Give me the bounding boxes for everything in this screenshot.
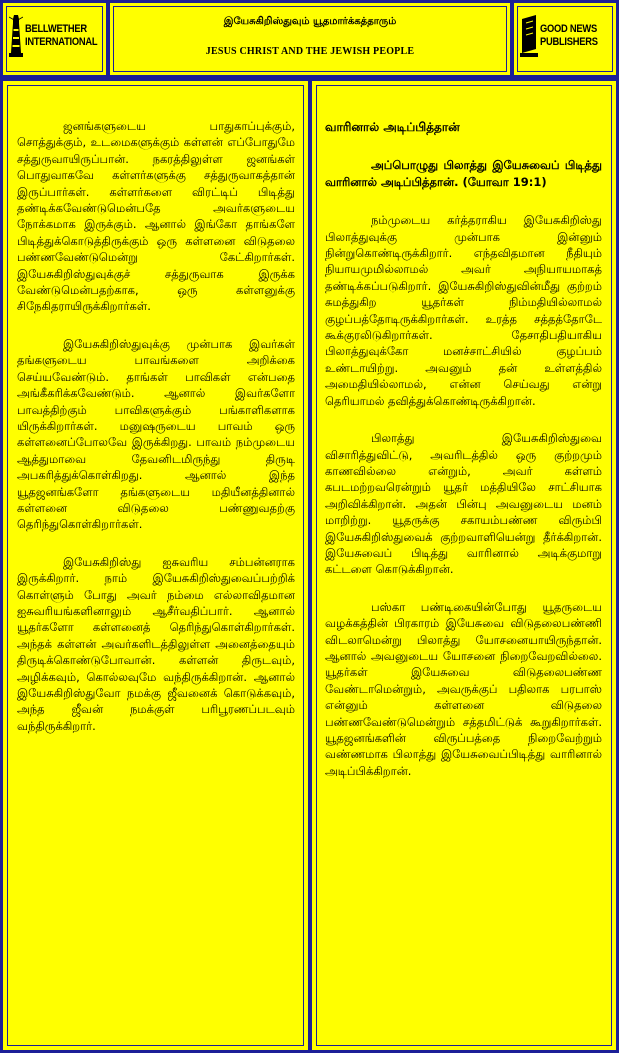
bellwether-logo — [9, 13, 110, 59]
title-frame — [113, 6, 507, 72]
good-news-logo-text — [540, 23, 598, 49]
book-icon — [520, 13, 538, 59]
good-news-line2: PUBLISHERS — [540, 36, 598, 48]
left-paragraph-1: ஜனங்களுடைய பாதுகாப்புக்கும், சொத்துக்கும், உடமைகளுக்கும் கள்ளன் எப்போதுமே சத்துருவாயிருப்பான். நகரத்திலுள்ள ஜனங்கள் பொதுவாகவே கள்ளர்களுக்கு சத்துருவாகத்தான் இருப்பார்கள். கள்ளர்களை விரட்டிப் பிடித்து தண்டிக்கவேண்டுமென்பதே அவர்களுடைய நோக்கமாக இருக்கும். ஆனால் இங்கோ தாங்களே பிடித்துக்கொடுத்திருக்கும் ஒரு கள்ளனை விடுதலை பண்ணவேண்டுமென்று கேட்கிறார்கள். இயேசுகிறிஸ்துவுக்குச் சத்துருவாக இருக்க வேண்டுமென்பதற்காக, ஒரு கள்ளனுக்கு சிநேகிதராயிருக்கிறார்கள். — [17, 119, 295, 314]
right-paragraph-2: பிலாத்து இயேசுகிறிஸ்துவை விசாரித்துவிட்டு, அவரிடத்தில் ஒரு குற்றமும் காணவில்லை என்றும், அவர் கள்ளம் கபடமற்றவரென்றும் யூதர் மத்தியிலே சாட்சியாக அறிவிக்கிறான். அதன் பின்பு அவனுடைய மனம் மாறிற்று. யூதருக்கு சகாயம்பண்ண விரும்பி இயேசுகிறிஸ்துவைக் குற்றவாளியென்று தீர்க்கிறான். இயேசுவைப் பிடித்து வாரினால் அடிக்குமாறு கட்டளை கொடுக்கிறான். — [325, 431, 602, 577]
tamil-title: இயேசுகிறிஸ்துவும் யூதமார்க்கத்தாரும் — [223, 16, 397, 27]
title-panel — [110, 3, 510, 75]
right-paragraph-3: பஸ்கா பண்டிகையின்போது யூதருடைய வழக்கத்தின் பிரகாரம் இயேசுவை விடுதலைபண்ணி விடலாமென்று பிலாத்து யோசனையாயிருந்தான். ஆனால் அவனுடைய யோசனை நிறைவேறவில்லை. யூதர்கள் இயேசுவை விடுதலைபண்ண வேண்டாமென்றும், அவருக்குப் பதிலாக பரபாஸ் என்னும் கள்ளனை விடுதலை பண்ணவேண்டுமென்றும் சத்தமிட்டுக் கூறுகிறார்கள். யூதஜனங்களின் விருப்பத்தை நிறைவேற்றும் வண்ணமாக பிலாத்து இயேசுவைப்பிடித்து வாரினால் அடிப்பிக்கிறான். — [325, 599, 602, 778]
right-column-text — [325, 119, 602, 800]
lighthouse-icon — [9, 13, 23, 59]
scripture-verse: அப்பொழுது பிலாத்து இயேசுவைப் பிடித்து வாரினால் அடிப்பித்தான். (யோவா 19:1) — [325, 158, 602, 189]
left-column-text — [17, 118, 295, 755]
right-column — [312, 81, 616, 1050]
bellwether-line1: BELLWETHER — [25, 23, 87, 35]
english-title: JESUS CHRIST AND THE JEWISH PEOPLE — [205, 46, 415, 57]
left-logo-panel — [3, 3, 106, 75]
left-column — [3, 81, 308, 1050]
section-heading: வாரினால் அடிப்பித்தான் — [325, 120, 460, 134]
good-news-line1: GOOD NEWS — [540, 23, 597, 35]
good-news-logo — [520, 13, 608, 59]
bellwether-logo-text — [25, 23, 97, 49]
right-logo-panel — [514, 3, 616, 75]
right-paragraph-1: நம்முடைய கர்த்தராகிய இயேசுகிறிஸ்து பிலாத்துவுக்கு முன்பாக இன்னும் நின்றுகொண்டிருக்கிறார். எந்தவிதமான நீதியும் நியாயமுமில்லாமல் அவர் அநியாயமாகத் தண்டிக்கப்படுகிறார். இயேசுகிறிஸ்துவின்மீது குற்றம் சுமத்துகிற யூதர்கள் நிம்மதியில்லாமல் குழப்பத்தோடிருக்கிறார்கள். உரத்த சத்தத்தோடே கூக்குரலிடுகிறார்கள். தேசாதிபதியாகிய பிலாத்துவுக்கோ மனச்சாட்சியில் குழப்பம் உண்டாயிற்று. அவனும் தன் உள்ளத்தில் அமைதியில்லாமல், என்ன செய்வது என்று தெரியாமல் தவித்துக்கொண்டிருக்கிறான். — [325, 213, 602, 408]
left-paragraph-3: இயேசுகிறிஸ்து ஐசுவரிய சம்பன்னராக இருக்கிறார். நாம் இயேசுகிறிஸ்துவைப்பற்றிக் கொள்ளும் போது அவர் நம்மை எல்லாவிதமான ஐசுவரியங்களினாலும் ஆசீர்வதிப்பார். ஆனால் யூதர்களோ கள்ளனைத் தெரிந்துகொள்கிறார்கள். அந்தக் கள்ளன் அவர்களிடத்திலுள்ள அனைத்தையும் திருடிக்கொண்டுபோவான். கள்ளன் திருடவும், அழிக்கவும், கொல்லவுமே வந்திருக்கிறான். ஆனால் இயேசுகிறிஸ்துவோ நமக்கு ஜீவனைக் கொடுக்கவும், அந்த ஜீவன் நமக்குள் பரிபூரணப்படவும் வந்திருக்கிறார். — [17, 554, 295, 733]
bellwether-line2: INTERNATIONAL — [25, 36, 98, 48]
left-paragraph-2: இயேசுகிறிஸ்துவுக்கு முன்பாக இவர்கள் தங்களுடைய பாவங்களை அறிக்கை செய்யவேண்டும். தாங்கள் பாவிகள் என்பதை அங்கீகரிக்கவேண்டும். ஆனால் இவர்களோ பாவத்திற்கும் பாவிகளுக்கும் பங்காளிகளாக யிருக்கிறார்கள். மனுஷருடைய பாவம் ஒரு கள்ளனைப்போலவே இருக்கிறது. பாவம் நம்முடைய ஆத்துமாவை தேவனிடமிருந்து திருடி அபகரித்துக்கொள்கிறது. ஆனால் இந்த யூதஜனங்களோ தங்களுடைய மதியீனத்தினால் கள்ளனை விடுதலை பண்ணுவதற்கு தெரிந்துகொள்கிறார்கள். — [17, 336, 295, 532]
